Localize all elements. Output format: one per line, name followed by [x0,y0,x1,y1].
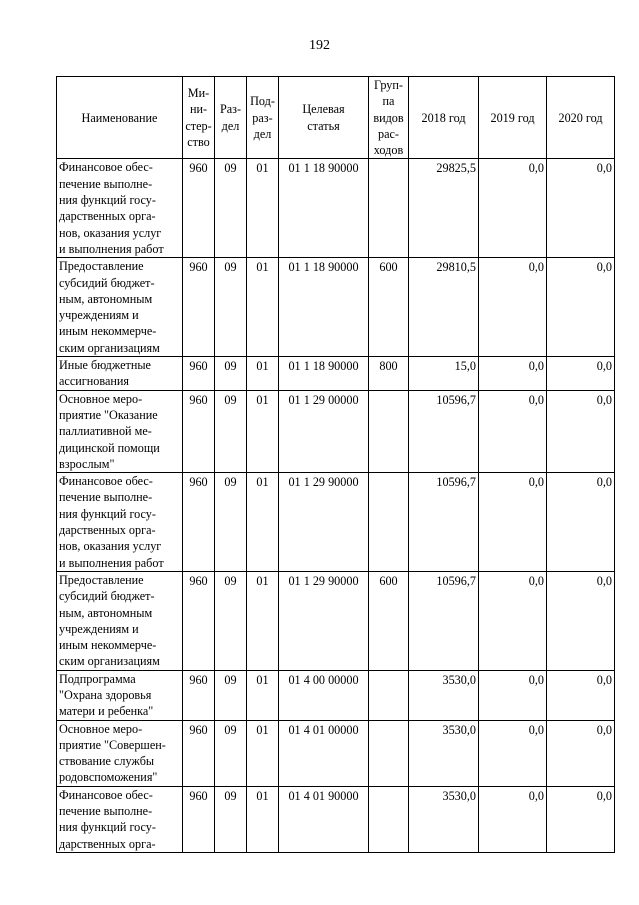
cell-y2019: 0,0 [479,159,547,258]
table-row [57,258,615,357]
table-row [57,473,615,572]
cell-group [369,786,409,852]
cell-subsection: 01 [247,473,279,572]
table-row [57,159,615,258]
cell-target: 01 1 29 90000 [279,473,369,572]
header-ministry: Ми- ни- стер- ство [183,77,215,159]
cell-name: Предоставление субсидий бюджет- ным, автономным учреждениям и иным некоммерче- ским организациям [57,258,183,357]
cell-name: Предоставление субсидий бюджет- ным, автономным учреждениям и иным некоммерче- ским организациям [57,571,183,670]
cell-y2020: 0,0 [547,473,615,572]
table-body [57,159,615,852]
cell-ministry: 960 [183,357,215,391]
table-row [57,571,615,670]
cell-y2018: 29825,5 [409,159,479,258]
cell-group: 600 [369,258,409,357]
cell-name: Финансовое обес- печение выполне- ния функций госу- дарственных орга- нов, оказания услуг и выполнения работ [57,159,183,258]
cell-subsection: 01 [247,357,279,391]
cell-group: 600 [369,571,409,670]
cell-name: Финансовое обес- печение выполне- ния функций госу- дарственных орга- нов, оказания услуг и выполнения работ [57,473,183,572]
cell-section: 09 [215,159,247,258]
cell-target: 01 4 01 00000 [279,720,369,786]
cell-y2018: 10596,7 [409,473,479,572]
cell-y2020: 0,0 [547,357,615,391]
cell-y2018: 10596,7 [409,390,479,472]
cell-y2019: 0,0 [479,720,547,786]
cell-y2020: 0,0 [547,720,615,786]
table-row [57,670,615,720]
table-row [57,390,615,472]
cell-y2019: 0,0 [479,357,547,391]
header-section: Раз- дел [215,77,247,159]
cell-y2019: 0,0 [479,786,547,852]
budget-table [56,76,615,853]
cell-target: 01 1 18 90000 [279,357,369,391]
cell-section: 09 [215,670,247,720]
cell-y2019: 0,0 [479,571,547,670]
cell-y2018: 3530,0 [409,720,479,786]
cell-ministry: 960 [183,571,215,670]
header-2020: 2020 год [547,77,615,159]
cell-name: Основное меро- приятие "Оказание паллиативной ме- дицинской помощи взрослым" [57,390,183,472]
header-target: Целевая статья [279,77,369,159]
page-number: 192 [309,38,330,53]
cell-y2019: 0,0 [479,670,547,720]
table-row [57,720,615,786]
cell-subsection: 01 [247,159,279,258]
cell-y2018: 29810,5 [409,258,479,357]
cell-y2018: 15,0 [409,357,479,391]
table-row [57,357,615,391]
cell-section: 09 [215,571,247,670]
cell-group [369,390,409,472]
header-subsection: Под- раз- дел [247,77,279,159]
cell-subsection: 01 [247,258,279,357]
cell-group: 800 [369,357,409,391]
cell-name: Основное меро- приятие "Совершен- ствование службы родовспоможения" [57,720,183,786]
cell-target: 01 4 01 90000 [279,786,369,852]
cell-y2020: 0,0 [547,390,615,472]
cell-subsection: 01 [247,571,279,670]
cell-y2020: 0,0 [547,786,615,852]
cell-subsection: 01 [247,390,279,472]
cell-ministry: 960 [183,473,215,572]
cell-target: 01 1 29 90000 [279,571,369,670]
cell-section: 09 [215,786,247,852]
cell-section: 09 [215,357,247,391]
header-2019: 2019 год [479,77,547,159]
cell-y2018: 3530,0 [409,786,479,852]
cell-subsection: 01 [247,670,279,720]
table-row [57,786,615,852]
cell-y2020: 0,0 [547,571,615,670]
header-name: Наименование [57,77,183,159]
header-2018: 2018 год [409,77,479,159]
cell-ministry: 960 [183,670,215,720]
cell-y2018: 3530,0 [409,670,479,720]
cell-target: 01 1 29 00000 [279,390,369,472]
cell-y2020: 0,0 [547,670,615,720]
cell-ministry: 960 [183,159,215,258]
cell-ministry: 960 [183,720,215,786]
cell-ministry: 960 [183,258,215,357]
cell-ministry: 960 [183,786,215,852]
cell-group [369,670,409,720]
cell-section: 09 [215,258,247,357]
cell-name: Иные бюджетные ассигнования [57,357,183,391]
cell-y2020: 0,0 [547,258,615,357]
cell-group [369,473,409,572]
cell-target: 01 4 00 00000 [279,670,369,720]
cell-subsection: 01 [247,786,279,852]
cell-section: 09 [215,473,247,572]
table-header-row [57,77,615,159]
cell-name: Финансовое обес- печение выполне- ния функций госу- дарственных орга- [57,786,183,852]
cell-y2019: 0,0 [479,473,547,572]
cell-section: 09 [215,390,247,472]
cell-group [369,720,409,786]
cell-name: Подпрограмма "Охрана здоровья матери и ребенка" [57,670,183,720]
cell-target: 01 1 18 90000 [279,159,369,258]
header-group: Груп- па видов рас- ходов [369,77,409,159]
cell-target: 01 1 18 90000 [279,258,369,357]
cell-section: 09 [215,720,247,786]
cell-group [369,159,409,258]
cell-ministry: 960 [183,390,215,472]
cell-y2019: 0,0 [479,390,547,472]
cell-y2019: 0,0 [479,258,547,357]
cell-subsection: 01 [247,720,279,786]
cell-y2020: 0,0 [547,159,615,258]
cell-y2018: 10596,7 [409,571,479,670]
